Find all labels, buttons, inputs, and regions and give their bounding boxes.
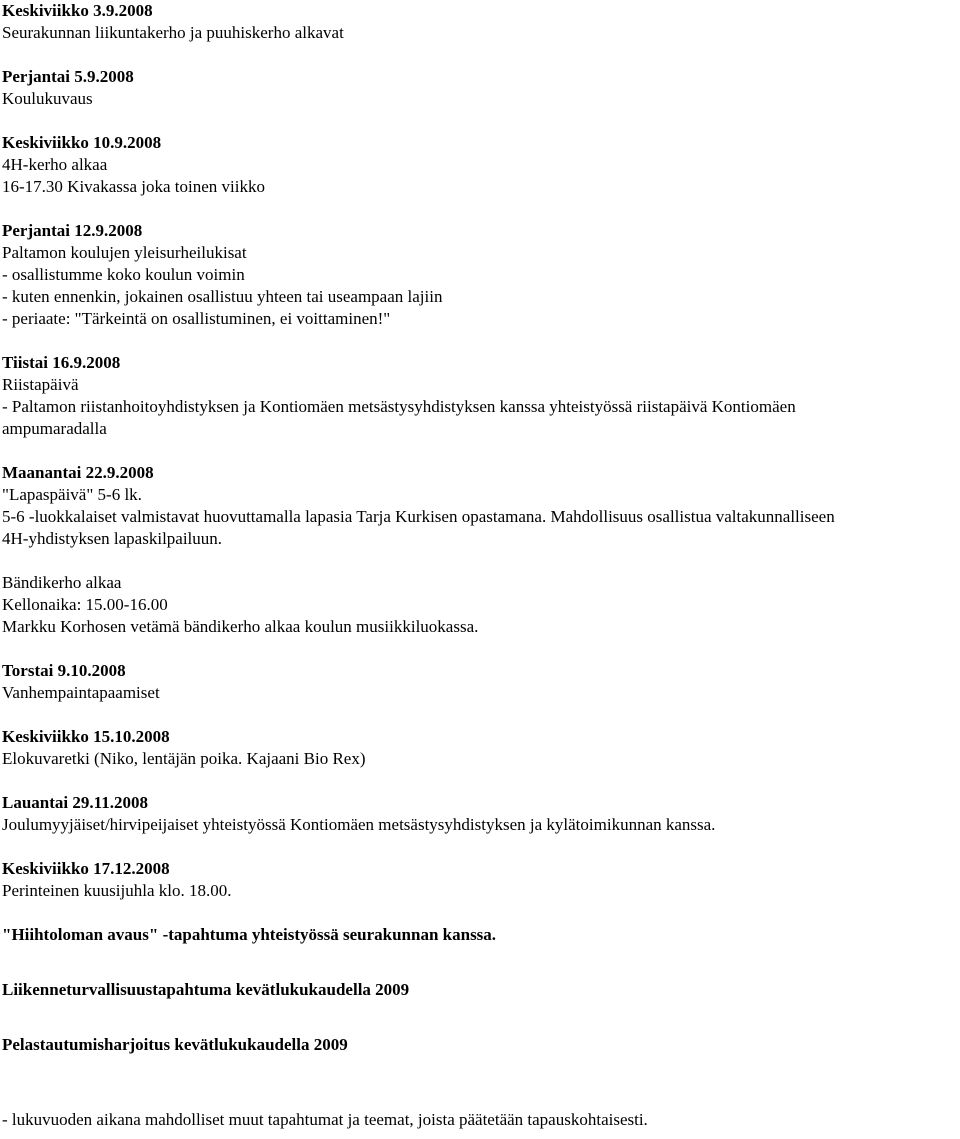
highlight-event: "Hiihtoloman avaus" -tapahtuma yhteistyössä seurakunnan kanssa. [2,925,497,944]
event-entry [2,858,958,902]
event-description: Elokuvaretki (Niko, lentäjän poika. Kajaani Bio Rex) [2,749,366,768]
event-date: Lauantai 29.11.2008 [2,793,148,812]
event-entry [2,462,958,550]
event-entry [2,0,958,44]
event-description: Paltamon koulujen yleisurheilukisat [2,243,247,262]
event-description: - osallistumme koko koulun voimin [2,265,245,284]
event-entry [2,132,958,198]
event-date: Keskiviikko 3.9.2008 [2,1,153,20]
event-entry [2,660,958,704]
event-calendar [2,0,958,1131]
event-entry [2,572,958,638]
event-description: 4H-kerho alkaa [2,155,108,174]
event-date: Torstai 9.10.2008 [2,661,126,680]
event-description: Markku Korhosen vetämä bändikerho alkaa koulun musiikkiluokassa. [2,617,479,636]
event-description: - periaate: "Tärkeintä on osallistuminen, ei voittaminen!" [2,309,391,328]
event-description: Joulumyyjäiset/hirvipeijaiset yhteistyössä Kontiomäen metsästysyhdistyksen ja kylätoimikunnan kanssa. [2,815,716,834]
highlight-event: Liikenneturvallisuustapahtuma kevätlukukaudella 2009 [2,980,410,999]
event-entry [2,66,958,110]
event-date: Keskiviikko 17.12.2008 [2,859,170,878]
event-description: - kuten ennenkin, jokainen osallistuu yhteen tai useampaan lajiin [2,287,443,306]
event-description: - Paltamon riistanhoitoyhdistyksen ja Kontiomäen metsästysyhdistyksen kanssa yhteistyössä riistapäivä Kontiomäen [2,397,796,416]
event-description: 4H-yhdistyksen lapaskilpailuun. [2,529,223,548]
event-date: Tiistai 16.9.2008 [2,353,121,372]
event-description: Riistapäivä [2,375,79,394]
event-description: 5-6 -luokkalaiset valmistavat huovuttamalla lapasia Tarja Kurkisen opastamana. Mahdollisuus osallistua valtakunnalliseen [2,507,835,526]
event-date: Keskiviikko 10.9.2008 [2,133,162,152]
event-date: Maanantai 22.9.2008 [2,463,154,482]
event-description: Seurakunnan liikuntakerho ja puuhiskerho alkavat [2,23,344,42]
event-date: Perjantai 5.9.2008 [2,67,134,86]
event-description: Perinteinen kuusijuhla klo. 18.00. [2,881,232,900]
event-date: Keskiviikko 15.10.2008 [2,727,170,746]
event-date: Perjantai 12.9.2008 [2,221,143,240]
event-description: Bändikerho alkaa [2,573,122,592]
event-description: ampumaradalla [2,419,107,438]
footer-note: - lukuvuoden aikana mahdolliset muut tapahtumat ja teemat, joista päätetään tapauskohtaisesti. [2,1110,648,1129]
event-description: Kellonaika: 15.00-16.00 [2,595,168,614]
event-entry [2,352,958,440]
highlight-event: Pelastautumisharjoitus kevätlukukaudella 2009 [2,1035,348,1054]
event-description: 16-17.30 Kivakassa joka toinen viikko [2,177,265,196]
event-description: Koulukuvaus [2,89,93,108]
event-description: Vanhempaintapaamiset [2,683,160,702]
event-entry [2,220,958,330]
event-entry [2,792,958,836]
event-entry [2,726,958,770]
event-description: "Lapaspäivä" 5-6 lk. [2,485,142,504]
